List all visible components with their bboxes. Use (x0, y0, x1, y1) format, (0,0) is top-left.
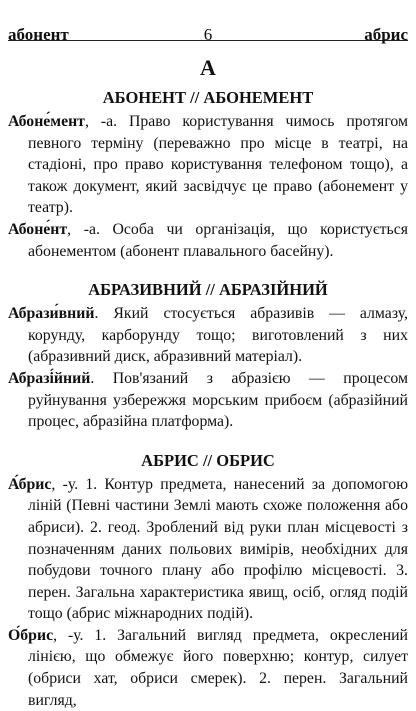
entry-text: , -у. 1. Загальний вигляд предмета, окреслений лінією, що обмежує його поверхню; контур, силует (обриси хат, обриси смерек). 2. перен. Загальний вигляд, (28, 626, 408, 709)
entry-text: . Який стосується абразивів — алмазу, корунду, карборунду тощо; виготовлений з них (абразивний диск, абразивний матеріал). (28, 305, 408, 366)
dictionary-entry (8, 474, 408, 625)
section-title: АБРАЗИВНИЙ // АБРАЗІЙНИЙ (88, 280, 328, 300)
header-first-word: абонент (8, 25, 69, 44)
dictionary-entry (8, 368, 408, 433)
entry-text: . Пов'язаний з абразією — процесом руйнування узбережжя морським прибоєм (абразійний процес, абразійна платформа). (28, 369, 408, 431)
entry-headword: Абоне́нт (8, 220, 68, 238)
letter-heading: А (200, 55, 216, 80)
entry-headword: Абрази́вний (8, 305, 95, 323)
section-abrazyvnyi (8, 279, 408, 433)
entry-text: , -у. 1. Контур предмета, нанесений за допомогою ліній (Певні частини Землі мають схоже положення або абриси). 2. геод. Зроблений від руки план місцевості з позначенням даних польових вимірів, необхідних для побудови точного плану або профілю місцевості. 3. перен. Загальна характеристика явищ, осіб, огляд подій тощо (абрис міжнародних подій). (28, 475, 408, 623)
running-header (8, 0, 408, 44)
dictionary-entry (8, 111, 408, 219)
dictionary-entry (8, 303, 408, 368)
page-number: 6 (203, 25, 213, 44)
section-title: АБОНЕНТ // АБОНЕМЕНТ (102, 88, 314, 107)
entry-text: , -а. Право користування чимось протягом певного терміну (переважно про місце в театрі, на стадіоні, про право користування телефоном тощо), а також документ, який засвідчує це право (абонемент у театр). (28, 113, 408, 217)
entry-headword: Абоне́мент (8, 113, 85, 130)
entry-headword: О́брис (8, 626, 54, 644)
entry-headword: Абразі́йний (8, 369, 91, 387)
dictionary-entry (8, 219, 408, 262)
header-last-word: абрис (364, 25, 408, 44)
entry-text: , -а. Особа чи організація, що користується абонементом (абонент плавального басейну). (28, 220, 408, 260)
section-title: АБРИС // ОБРИС (141, 450, 275, 470)
dictionary-entry (8, 625, 408, 711)
entry-headword: А́брис (8, 475, 52, 493)
section-abrys (8, 450, 408, 711)
dictionary-page (8, 0, 408, 709)
section-abonent (8, 87, 408, 262)
